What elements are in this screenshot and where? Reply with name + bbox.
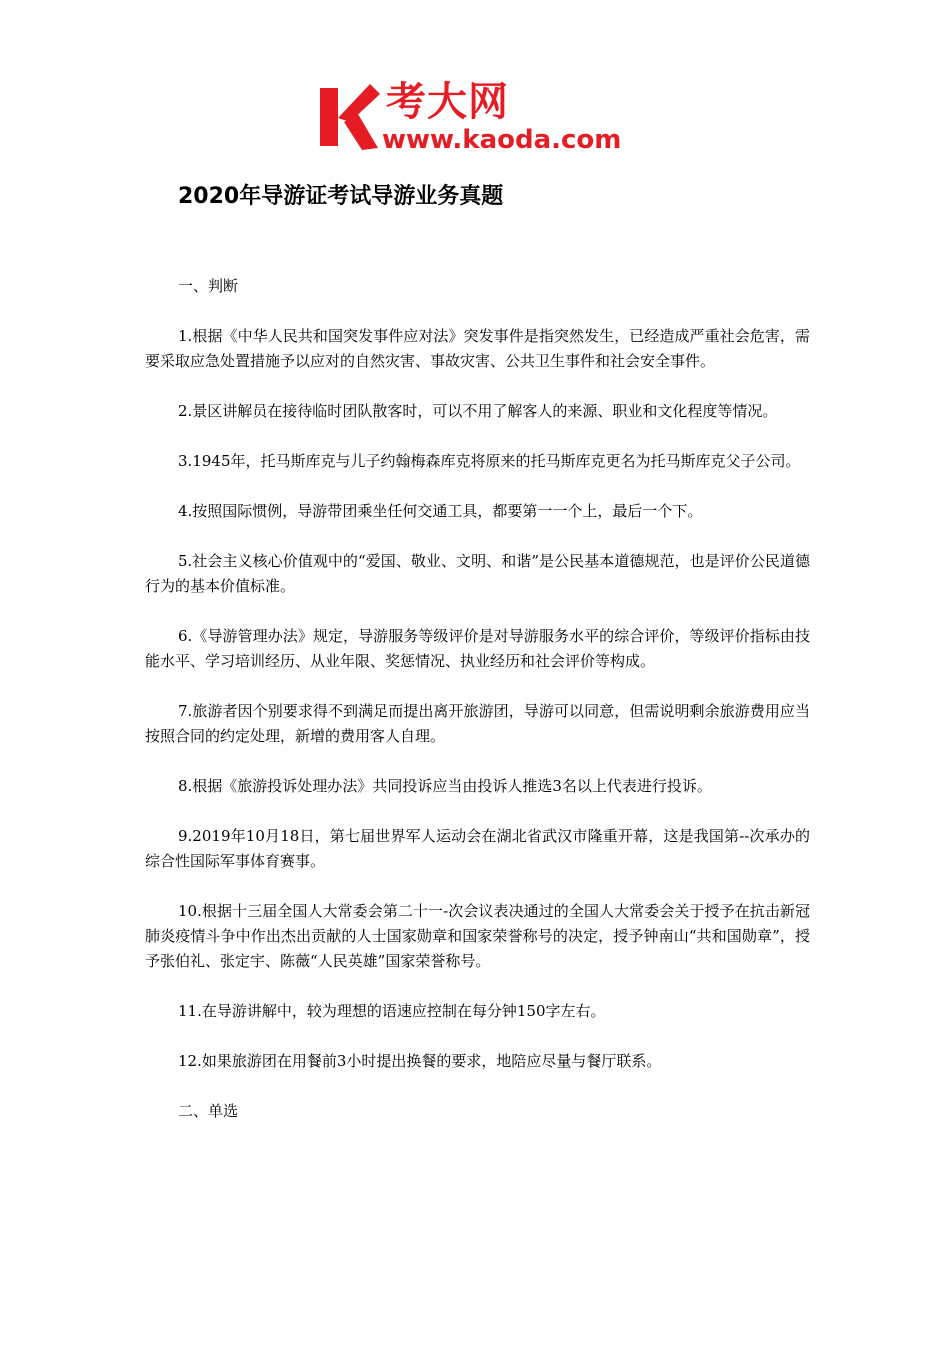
question-item: 4.按照国际惯例，导游带团乘坐任何交通工具，都要第一一个上，最后一个下。	[178, 502, 703, 520]
question-item: 2.景区讲解员在接待临时团队散客时，可以不用了解客人的来源、职业和文化程度等情况。	[178, 402, 778, 420]
question-item: 6.《导游管理办法》规定，导游服务等级评价是对导游服务水平的综合评价，等级评价指标由技能水平、学习培训经历、从业年限、奖惩情况、执业经历和社会评价等构成。	[145, 627, 810, 670]
question-item: 11.在导游讲解中，较为理想的语速应控制在每分钟150字左右。	[178, 1002, 606, 1020]
k-logo-icon	[318, 82, 380, 152]
section-heading: 一、判断	[178, 277, 239, 295]
question-item: 1.根据《中华人民共和国突发事件应对法》突发事件是指突然发生，已经造成严重社会危害，需要采取应急处置措施予以应对的自然灾害、事故灾害、公共卫生事件和社会安全事件。	[145, 327, 810, 370]
logo-url: www.kaoda.com	[382, 125, 622, 155]
question-item: 10.根据十三届全国人大常委会第二十一-次会议表决通过的全国人大常委会关于授予在抗击新冠肺炎疫情斗争中作出杰出贡献的人士国家勋章和国家荣誉称号的决定，授予钟南山“共和国勋章”，授予张伯礼、张定宇、陈薇“人民英雄”国家荣誉称号。	[145, 902, 810, 970]
question-item: 12.如果旅游团在用餐前3小时提出换餐的要求，地陪应尽量与餐厅联系。	[178, 1052, 662, 1070]
page-title: 2020年导游证考试导游业务真题	[178, 184, 504, 209]
section-heading: 二、单选	[178, 1102, 239, 1120]
site-logo	[318, 78, 640, 160]
question-item: 7.旅游者因个别要求得不到满足而提出离开旅游团，导游可以同意，但需说明剩余旅游费用应当按照合同的约定处理，新增的费用客人自理。	[145, 702, 810, 745]
question-item: 5.社会主义核心价值观中的“爱国、敬业、文明、和谐”是公民基本道德规范，也是评价公民道德行为的基本价值标准。	[145, 552, 810, 595]
question-item: 8.根据《旅游投诉处理办法》共同投诉应当由投诉人推选3名以上代表进行投诉。	[178, 777, 712, 795]
document-body	[145, 274, 810, 1149]
question-item: 9.2019年10月18日，第七届世界军人运动会在湖北省武汉市隆重开幕，这是我国第--次承办的综合性国际军事体育赛事。	[145, 827, 810, 870]
question-item: 3.1945年，托马斯库克与儿子约翰梅森库克将原来的托马斯库克更名为托马斯库克父子公司。	[178, 452, 801, 470]
logo-text: 考大网	[386, 79, 509, 125]
